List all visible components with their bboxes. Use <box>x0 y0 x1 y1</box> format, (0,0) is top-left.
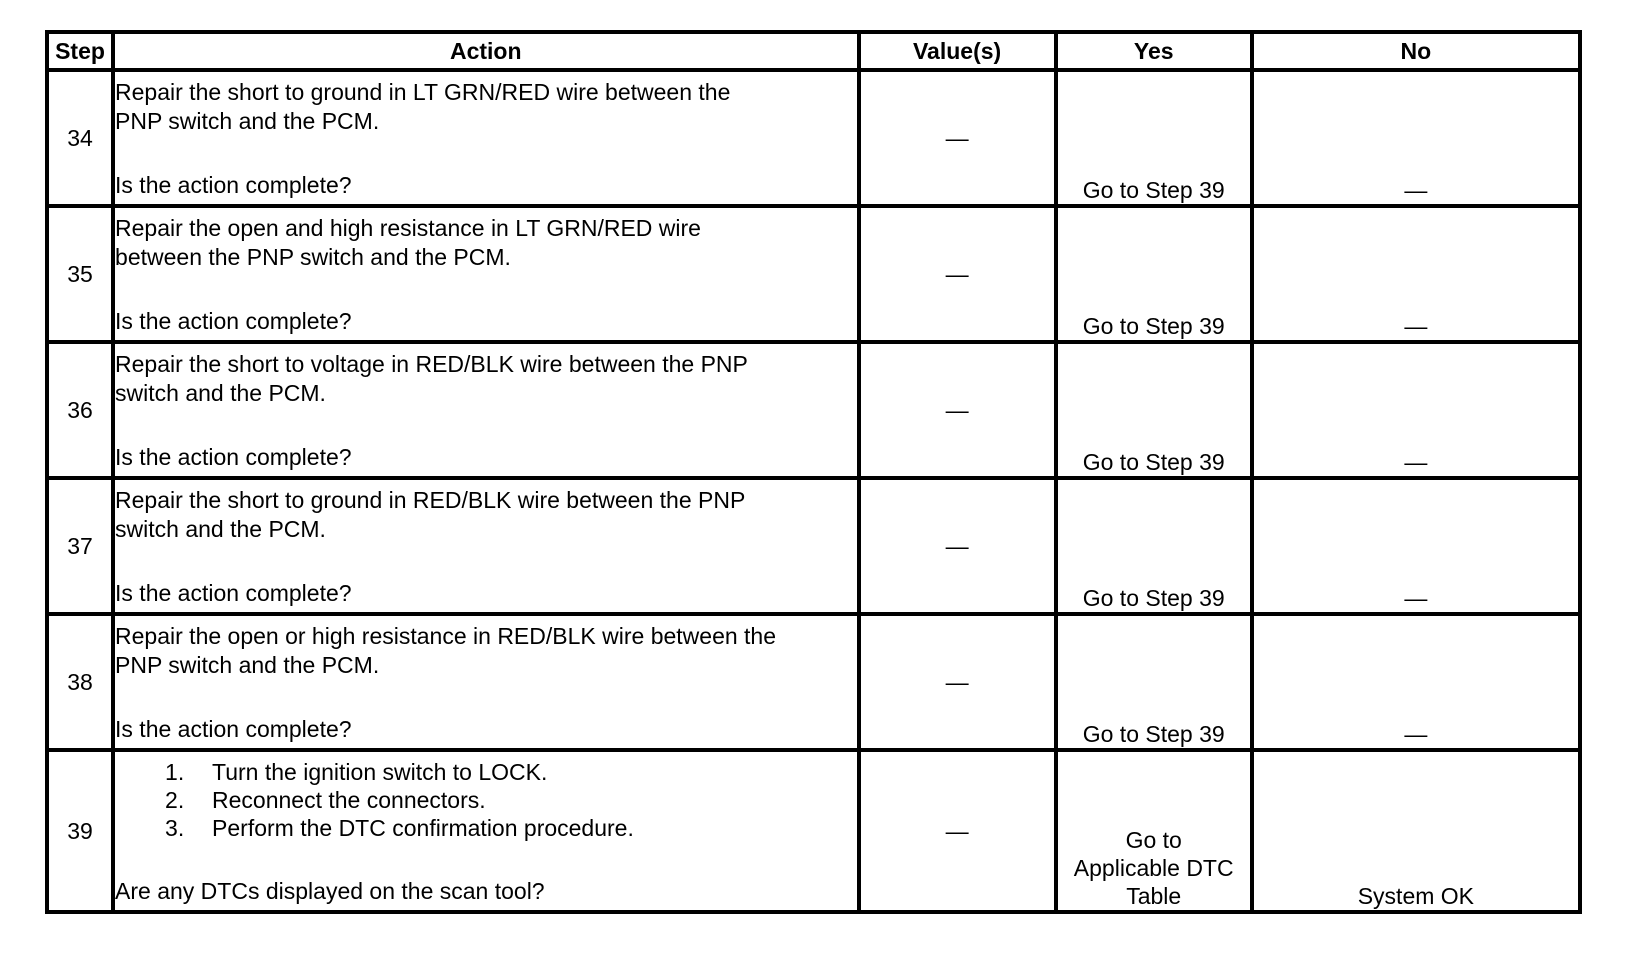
action-question: Is the action complete? <box>115 172 352 198</box>
action-text: between the PNP switch and the PCM. <box>115 244 511 270</box>
action-text: PNP switch and the PCM. <box>115 652 380 678</box>
substep-text: Turn the ignition switch to LOCK. <box>212 759 548 785</box>
action-text: Repair the short to voltage in RED/BLK wire between the PNP <box>115 351 748 377</box>
action-cell <box>113 478 858 614</box>
no-cell: — <box>1252 342 1580 478</box>
header-no: No <box>1252 32 1580 70</box>
action-text: PNP switch and the PCM. <box>115 108 380 134</box>
action-cell <box>113 750 858 912</box>
yes-cell: Go to Step 39 <box>1056 206 1252 342</box>
step-number: 34 <box>47 70 113 206</box>
table-row <box>47 342 1580 478</box>
action-question: Is the action complete? <box>115 580 352 606</box>
step-number: 35 <box>47 206 113 342</box>
header-values: Value(s) <box>859 32 1056 70</box>
header-yes: Yes <box>1056 32 1252 70</box>
step-number: 36 <box>47 342 113 478</box>
value-cell: — <box>859 70 1056 206</box>
yes-text: Applicable DTC <box>1073 855 1234 881</box>
no-cell: — <box>1252 206 1580 342</box>
step-number: 39 <box>47 750 113 912</box>
action-text: Repair the open or high resistance in RED/BLK wire between the <box>115 623 777 649</box>
list-item <box>165 814 856 842</box>
yes-cell: Go to Step 39 <box>1056 342 1252 478</box>
diagnostic-table <box>45 30 1582 914</box>
yes-cell: Go to Step 39 <box>1056 478 1252 614</box>
substep-number: 3. <box>165 815 185 841</box>
no-cell: — <box>1252 70 1580 206</box>
action-text: switch and the PCM. <box>115 380 326 406</box>
yes-cell <box>1056 750 1252 912</box>
no-cell: — <box>1252 614 1580 750</box>
step-number: 38 <box>47 614 113 750</box>
action-text: Repair the short to ground in LT GRN/RED wire between the <box>115 79 731 105</box>
substep-list <box>115 758 856 842</box>
substep-number: 2. <box>165 787 185 813</box>
yes-cell: Go to Step 39 <box>1056 70 1252 206</box>
action-cell <box>113 70 858 206</box>
no-cell: — <box>1252 478 1580 614</box>
header-action: Action <box>113 32 858 70</box>
action-question: Are any DTCs displayed on the scan tool? <box>115 878 545 904</box>
header-step: Step <box>47 32 113 70</box>
table-row <box>47 70 1580 206</box>
action-text: Repair the open and high resistance in LT GRN/RED wire <box>115 215 701 241</box>
table-row <box>47 750 1580 912</box>
substep-number: 1. <box>165 759 185 785</box>
value-cell: — <box>859 206 1056 342</box>
yes-cell: Go to Step 39 <box>1056 614 1252 750</box>
action-question: Is the action complete? <box>115 716 352 742</box>
step-number: 37 <box>47 478 113 614</box>
no-cell: System OK <box>1252 750 1580 912</box>
table-row <box>47 206 1580 342</box>
header-row <box>47 32 1580 70</box>
action-question: Is the action complete? <box>115 444 352 470</box>
table-row <box>47 614 1580 750</box>
action-question: Is the action complete? <box>115 308 352 334</box>
action-text: switch and the PCM. <box>115 516 326 542</box>
list-item <box>165 758 856 786</box>
action-cell <box>113 614 858 750</box>
yes-text: Go to <box>1125 827 1182 853</box>
list-item <box>165 786 856 814</box>
value-cell: — <box>859 478 1056 614</box>
value-cell: — <box>859 750 1056 912</box>
value-cell: — <box>859 614 1056 750</box>
action-cell <box>113 342 858 478</box>
action-text: Repair the short to ground in RED/BLK wire between the PNP <box>115 487 746 513</box>
substep-text: Perform the DTC confirmation procedure. <box>212 815 634 841</box>
yes-text: Table <box>1126 883 1182 909</box>
table-row <box>47 478 1580 614</box>
value-cell: — <box>859 342 1056 478</box>
substep-text: Reconnect the connectors. <box>212 787 486 813</box>
action-cell <box>113 206 858 342</box>
